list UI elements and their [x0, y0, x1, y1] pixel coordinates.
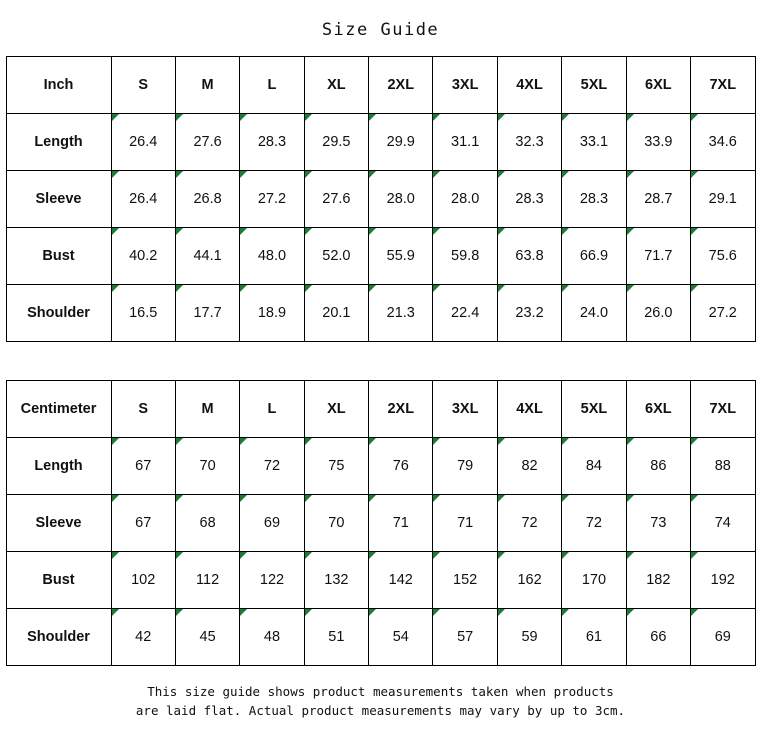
cell-cm-length-6xl: 86 — [626, 438, 690, 495]
cell-inch-length-s: 26.4 — [111, 114, 175, 171]
cell-cm-length-2xl: 76 — [369, 438, 433, 495]
size-header-4xl: 4XL — [497, 381, 561, 438]
size-header-7xl: 7XL — [691, 381, 755, 438]
cell-cm-sleeve-3xl: 71 — [433, 495, 497, 552]
footnote-line-2: are laid flat. Actual product measurements may vary by up to 3cm. — [135, 703, 626, 718]
cell-cm-shoulder-4xl: 59 — [497, 609, 561, 666]
table-row — [6, 438, 755, 495]
cell-inch-length-7xl: 34.6 — [691, 114, 755, 171]
cell-inch-bust-2xl: 55.9 — [369, 228, 433, 285]
row-label-sleeve: Sleeve — [6, 495, 111, 552]
cell-inch-shoulder-m: 17.7 — [175, 285, 239, 342]
cell-inch-bust-xl: 52.0 — [304, 228, 368, 285]
cell-inch-bust-l: 48.0 — [240, 228, 304, 285]
size-table-centimeter — [6, 380, 756, 666]
cell-cm-bust-5xl: 170 — [562, 552, 626, 609]
size-header-xl: XL — [304, 57, 368, 114]
cell-inch-sleeve-s: 26.4 — [111, 171, 175, 228]
cell-cm-bust-3xl: 152 — [433, 552, 497, 609]
size-header-3xl: 3XL — [433, 381, 497, 438]
cell-inch-length-xl: 29.5 — [304, 114, 368, 171]
row-label-length: Length — [6, 114, 111, 171]
unit-header-inch: Inch — [6, 57, 111, 114]
cell-cm-shoulder-7xl: 69 — [691, 609, 755, 666]
cell-cm-shoulder-s: 42 — [111, 609, 175, 666]
unit-header-centimeter: Centimeter — [6, 381, 111, 438]
cell-cm-sleeve-7xl: 74 — [691, 495, 755, 552]
cell-inch-sleeve-2xl: 28.0 — [369, 171, 433, 228]
cell-inch-bust-6xl: 71.7 — [626, 228, 690, 285]
cell-cm-bust-xl: 132 — [304, 552, 368, 609]
cell-cm-shoulder-3xl: 57 — [433, 609, 497, 666]
cell-inch-shoulder-2xl: 21.3 — [369, 285, 433, 342]
cell-inch-sleeve-xl: 27.6 — [304, 171, 368, 228]
cell-cm-sleeve-6xl: 73 — [626, 495, 690, 552]
cell-inch-length-l: 28.3 — [240, 114, 304, 171]
cell-cm-bust-l: 122 — [240, 552, 304, 609]
cell-cm-shoulder-xl: 51 — [304, 609, 368, 666]
table-header-row — [6, 381, 755, 438]
row-label-length: Length — [6, 438, 111, 495]
size-header-m: M — [175, 381, 239, 438]
size-header-5xl: 5XL — [562, 57, 626, 114]
cell-cm-bust-s: 102 — [111, 552, 175, 609]
size-header-s: S — [111, 381, 175, 438]
cell-cm-length-3xl: 79 — [433, 438, 497, 495]
cell-inch-bust-s: 40.2 — [111, 228, 175, 285]
cell-cm-shoulder-m: 45 — [175, 609, 239, 666]
cell-inch-shoulder-5xl: 24.0 — [562, 285, 626, 342]
cell-cm-shoulder-2xl: 54 — [369, 609, 433, 666]
size-header-4xl: 4XL — [497, 57, 561, 114]
table-separator — [0, 342, 761, 380]
table-header-row — [6, 57, 755, 114]
cell-inch-shoulder-4xl: 23.2 — [497, 285, 561, 342]
table-row — [6, 114, 755, 171]
cell-cm-sleeve-l: 69 — [240, 495, 304, 552]
cell-cm-length-m: 70 — [175, 438, 239, 495]
table-row — [6, 171, 755, 228]
size-header-l: L — [240, 381, 304, 438]
size-header-m: M — [175, 57, 239, 114]
cell-inch-length-6xl: 33.9 — [626, 114, 690, 171]
cell-inch-shoulder-xl: 20.1 — [304, 285, 368, 342]
cell-inch-length-m: 27.6 — [175, 114, 239, 171]
table-row — [6, 228, 755, 285]
cell-inch-sleeve-5xl: 28.3 — [562, 171, 626, 228]
cell-cm-length-4xl: 82 — [497, 438, 561, 495]
cell-cm-sleeve-5xl: 72 — [562, 495, 626, 552]
size-header-2xl: 2XL — [369, 57, 433, 114]
cell-cm-shoulder-5xl: 61 — [562, 609, 626, 666]
cell-inch-shoulder-3xl: 22.4 — [433, 285, 497, 342]
size-header-xl: XL — [304, 381, 368, 438]
table-row — [6, 552, 755, 609]
size-table-inch — [6, 56, 756, 342]
cell-cm-bust-m: 112 — [175, 552, 239, 609]
cell-cm-length-5xl: 84 — [562, 438, 626, 495]
cell-cm-length-l: 72 — [240, 438, 304, 495]
size-header-6xl: 6XL — [626, 381, 690, 438]
cell-cm-sleeve-m: 68 — [175, 495, 239, 552]
cell-inch-sleeve-l: 27.2 — [240, 171, 304, 228]
cell-cm-bust-2xl: 142 — [369, 552, 433, 609]
cell-inch-bust-5xl: 66.9 — [562, 228, 626, 285]
cell-inch-sleeve-4xl: 28.3 — [497, 171, 561, 228]
size-header-2xl: 2XL — [369, 381, 433, 438]
cell-cm-length-xl: 75 — [304, 438, 368, 495]
table-row — [6, 609, 755, 666]
cell-inch-bust-7xl: 75.6 — [691, 228, 755, 285]
size-header-6xl: 6XL — [626, 57, 690, 114]
table-row — [6, 495, 755, 552]
footnote — [0, 682, 761, 720]
row-label-shoulder: Shoulder — [6, 285, 111, 342]
cell-inch-length-2xl: 29.9 — [369, 114, 433, 171]
cell-inch-bust-3xl: 59.8 — [433, 228, 497, 285]
row-label-sleeve: Sleeve — [6, 171, 111, 228]
size-header-5xl: 5XL — [562, 381, 626, 438]
cell-cm-sleeve-2xl: 71 — [369, 495, 433, 552]
cell-inch-sleeve-6xl: 28.7 — [626, 171, 690, 228]
size-header-s: S — [111, 57, 175, 114]
cell-cm-sleeve-xl: 70 — [304, 495, 368, 552]
cell-inch-bust-4xl: 63.8 — [497, 228, 561, 285]
cell-inch-length-4xl: 32.3 — [497, 114, 561, 171]
footnote-line-1: This size guide shows product measurements taken when products — [147, 684, 614, 699]
cell-cm-length-s: 67 — [111, 438, 175, 495]
cell-cm-shoulder-l: 48 — [240, 609, 304, 666]
row-label-bust: Bust — [6, 552, 111, 609]
cell-inch-sleeve-m: 26.8 — [175, 171, 239, 228]
cell-cm-length-7xl: 88 — [691, 438, 755, 495]
cell-cm-sleeve-4xl: 72 — [497, 495, 561, 552]
size-header-l: L — [240, 57, 304, 114]
table-row — [6, 285, 755, 342]
cell-inch-length-3xl: 31.1 — [433, 114, 497, 171]
size-header-7xl: 7XL — [691, 57, 755, 114]
cell-cm-bust-7xl: 192 — [691, 552, 755, 609]
cell-cm-bust-4xl: 162 — [497, 552, 561, 609]
cell-inch-bust-m: 44.1 — [175, 228, 239, 285]
cell-inch-shoulder-l: 18.9 — [240, 285, 304, 342]
size-header-3xl: 3XL — [433, 57, 497, 114]
row-label-shoulder: Shoulder — [6, 609, 111, 666]
cell-cm-shoulder-6xl: 66 — [626, 609, 690, 666]
cell-inch-sleeve-7xl: 29.1 — [691, 171, 755, 228]
cell-cm-bust-6xl: 182 — [626, 552, 690, 609]
row-label-bust: Bust — [6, 228, 111, 285]
cell-inch-shoulder-s: 16.5 — [111, 285, 175, 342]
page-title: Size Guide — [321, 20, 440, 40]
cell-inch-sleeve-3xl: 28.0 — [433, 171, 497, 228]
cell-inch-length-5xl: 33.1 — [562, 114, 626, 171]
cell-cm-sleeve-s: 67 — [111, 495, 175, 552]
cell-inch-shoulder-6xl: 26.0 — [626, 285, 690, 342]
cell-inch-shoulder-7xl: 27.2 — [691, 285, 755, 342]
